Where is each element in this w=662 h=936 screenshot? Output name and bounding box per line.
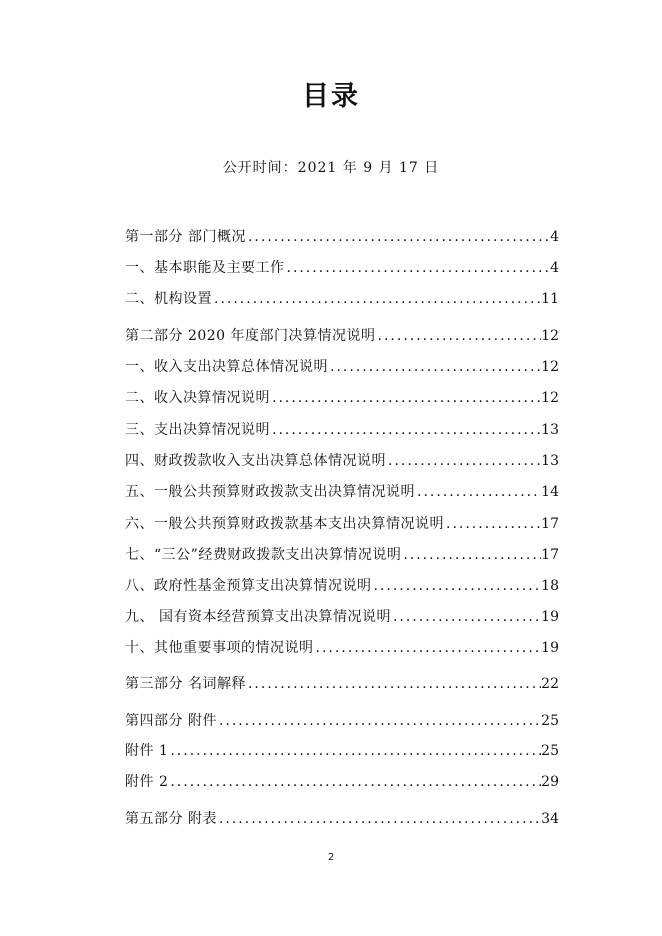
toc-entry[interactable] xyxy=(125,414,559,440)
toc-leader-dots xyxy=(246,674,541,694)
toc-entry[interactable] xyxy=(125,766,559,792)
toc-entry[interactable] xyxy=(125,320,559,346)
toc-entry-label: 九、 国有资本经营预算支出决算情况说明 xyxy=(125,609,391,625)
toc-leader-dots xyxy=(168,772,541,792)
toc-entry[interactable] xyxy=(125,735,559,761)
toc-leader-dots xyxy=(246,227,550,247)
toc-entry-page: 17 xyxy=(541,547,559,563)
toc-entry[interactable] xyxy=(125,705,559,731)
toc-entry-page: 13 xyxy=(541,453,559,469)
toc-entry-label: 二、机构设置 xyxy=(125,291,212,307)
toc-entry[interactable] xyxy=(125,351,559,377)
toc-leader-dots xyxy=(328,357,541,377)
toc-entry[interactable] xyxy=(125,445,559,471)
toc-leader-dots xyxy=(376,326,542,346)
toc-entry-page: 11 xyxy=(541,291,559,307)
toc-entry-label: 第四部分 附件 xyxy=(125,713,217,729)
toc-entry-label: 第五部分 附表 xyxy=(125,811,217,827)
page-number: 2 xyxy=(327,852,335,863)
toc-leader-dots xyxy=(168,741,541,761)
toc-entry-page: 19 xyxy=(541,609,559,625)
toc-entry-page: 4 xyxy=(550,229,559,245)
toc-entry-page: 18 xyxy=(541,578,559,594)
toc-entry[interactable] xyxy=(125,508,559,534)
publish-date: 公开时间：2021 年 9 月 17 日 xyxy=(222,160,440,176)
toc-entry-label: 六、一般公共预算财政拨款基本支出决算情况说明 xyxy=(125,516,444,532)
toc-entry-page: 12 xyxy=(541,390,559,406)
toc-entry-page: 4 xyxy=(550,260,559,276)
toc-entry-page: 17 xyxy=(541,516,559,532)
toc-leader-dots xyxy=(314,638,542,658)
toc-entry-page: 22 xyxy=(541,676,559,692)
toc-entry-label: 一、基本职能及主要工作 xyxy=(125,260,285,276)
toc-leader-dots xyxy=(386,451,541,471)
toc-leader-dots xyxy=(285,258,551,278)
toc-entry[interactable] xyxy=(125,283,559,309)
toc-entry-page: 25 xyxy=(541,743,559,759)
toc-entry-label: 一、收入支出决算总体情况说明 xyxy=(125,359,328,375)
toc-entry-label: 五、一般公共预算财政拨款支出决算情况说明 xyxy=(125,484,415,500)
toc-entry-label: 附件 2 xyxy=(125,774,169,790)
toc-leader-dots xyxy=(391,607,541,627)
toc-entry[interactable] xyxy=(125,632,559,658)
toc-entry[interactable] xyxy=(125,221,559,247)
toc-entry[interactable] xyxy=(125,252,559,278)
toc-entry-label: 第二部分 2020 年度部门决算情况说明 xyxy=(125,328,376,344)
toc-entry[interactable] xyxy=(125,382,559,408)
toc-entry-page: 29 xyxy=(541,774,559,790)
toc-entry-label: 第三部分 名词解释 xyxy=(125,676,246,692)
toc-entry-label: 十、其他重要事项的情况说明 xyxy=(125,640,314,656)
toc-entry[interactable] xyxy=(125,803,559,829)
toc-leader-dots xyxy=(217,809,541,829)
toc-entry-label: 四、财政拨款收入支出决算总体情况说明 xyxy=(125,453,386,469)
toc-entry-label: 三、支出决算情况说明 xyxy=(125,422,270,438)
toc-leader-dots xyxy=(415,482,541,502)
toc-entry-label: 第一部分 部门概况 xyxy=(125,229,246,245)
toc-entry-label: 二、收入决算情况说明 xyxy=(125,390,270,406)
toc-entry-page: 34 xyxy=(541,811,559,827)
toc-leader-dots xyxy=(401,545,541,565)
toc-leader-dots xyxy=(270,388,541,408)
toc-leader-dots xyxy=(217,711,541,731)
toc-entry[interactable] xyxy=(125,668,559,694)
toc-entry-page: 12 xyxy=(541,359,559,375)
toc-entry[interactable] xyxy=(125,570,559,596)
toc-leader-dots xyxy=(444,514,541,534)
toc-entry-label: 附件 1 xyxy=(125,743,169,759)
toc-entry-page: 13 xyxy=(541,422,559,438)
page-title: 目录 xyxy=(302,81,360,112)
toc-entry-page: 14 xyxy=(541,484,559,500)
toc-entry-label: 七、“三公”经费财政拨款支出决算情况说明 xyxy=(125,547,402,563)
toc-leader-dots xyxy=(372,576,542,596)
toc-entry-label: 八、政府性基金预算支出决算情况说明 xyxy=(125,578,372,594)
toc-entry[interactable] xyxy=(125,539,559,565)
toc-entry[interactable] xyxy=(125,476,559,502)
toc-entry[interactable] xyxy=(125,601,559,627)
toc-entry-page: 19 xyxy=(541,640,559,656)
toc-entry-page: 25 xyxy=(541,713,559,729)
toc-leader-dots xyxy=(270,420,541,440)
toc-entry-page: 12 xyxy=(541,328,559,344)
toc-leader-dots xyxy=(212,289,541,309)
